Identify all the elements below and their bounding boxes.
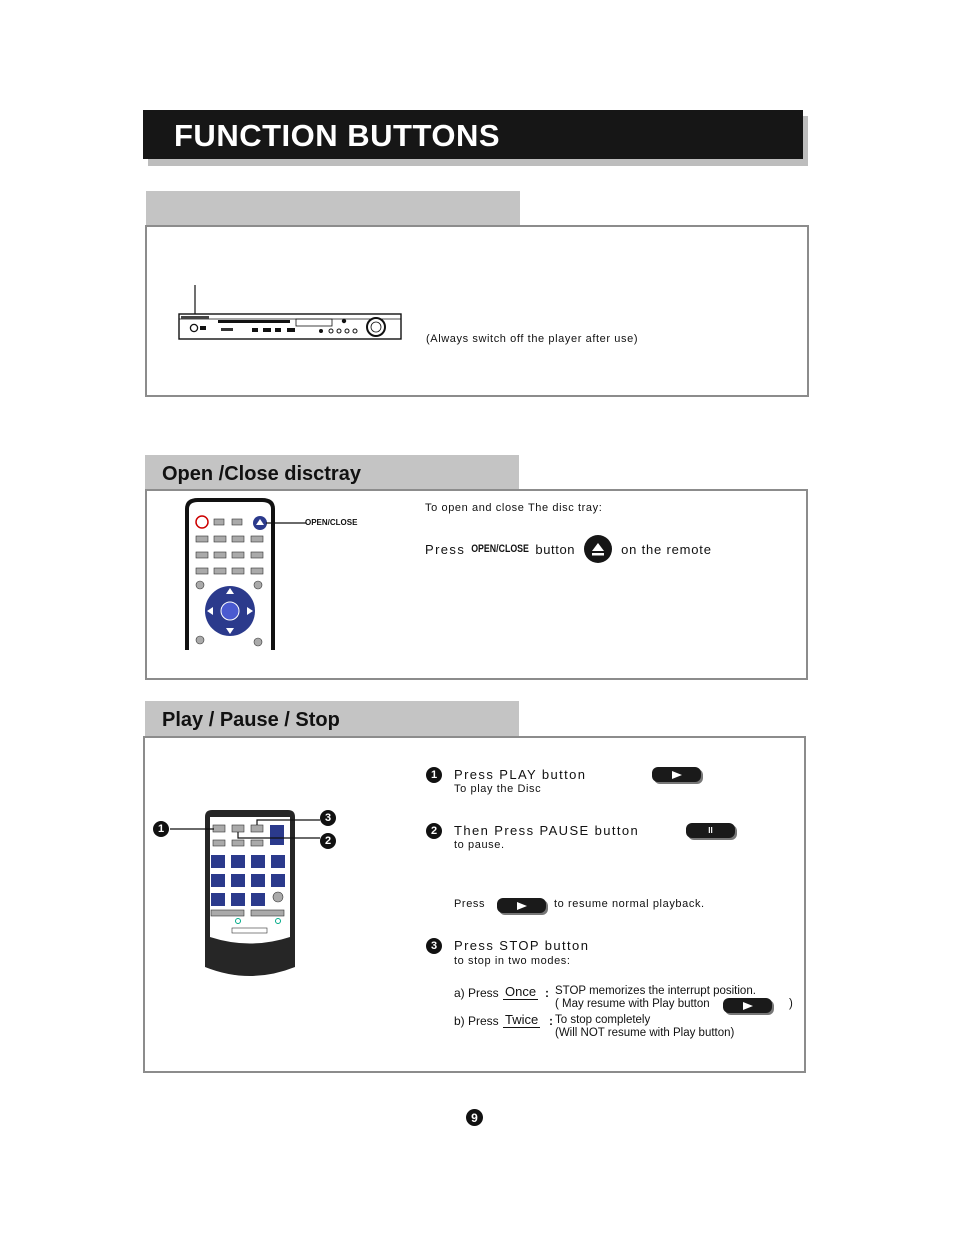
play-button-icon xyxy=(652,767,701,782)
mode-b-word: Twice xyxy=(505,1012,539,1027)
step3-number: 3 xyxy=(426,938,442,954)
step2-sub: to pause. xyxy=(454,839,505,851)
mode-a-close: ) xyxy=(789,998,793,1010)
mode-b-line1: To stop completely xyxy=(555,1014,651,1026)
step3-sub: to stop in two modes: xyxy=(454,955,571,967)
step1-number: 1 xyxy=(426,767,442,783)
open-button-word: button xyxy=(535,541,576,557)
section-play-tab xyxy=(145,701,519,737)
step1-sub: To play the Disc xyxy=(454,783,542,795)
open-close-callout-line xyxy=(266,518,306,528)
open-press-word: Press xyxy=(425,541,466,557)
open-close-callout-label: OPEN/CLOSE xyxy=(305,518,358,527)
power-button-icon xyxy=(190,324,197,331)
page-title: FUNCTION BUTTONS xyxy=(174,118,501,153)
mode-b-prefix: b) Press xyxy=(454,1014,499,1028)
remote-marker-2: 2 xyxy=(320,833,336,849)
mode-a-word: Once xyxy=(505,984,537,999)
page-number: 9 xyxy=(466,1109,483,1126)
pause-button-icon: II xyxy=(686,823,735,838)
mode-a-prefix: a) Press xyxy=(454,986,499,1000)
eject-button-icon xyxy=(584,535,612,563)
mode-b-line2: (Will NOT resume with Play button) xyxy=(555,1027,735,1039)
open-intro-text: To open and close The disc tray: xyxy=(425,502,603,514)
step1-title: Press PLAY button xyxy=(454,767,587,782)
mode-a-line2: ( May resume with Play button xyxy=(555,998,710,1010)
remote-marker-3: 3 xyxy=(320,810,336,826)
resume-text: to resume normal playback. xyxy=(554,898,705,910)
open-close-button-name: OPEN/CLOSE xyxy=(471,543,530,555)
section-play-tab-label: Play / Pause / Stop xyxy=(162,709,340,731)
resume-play-button-icon xyxy=(497,898,546,913)
dvd-player-front-illustration xyxy=(176,284,406,344)
mode-a-colon: : xyxy=(545,986,549,1000)
mode-a-line1: STOP memorizes the interrupt position. xyxy=(555,985,756,997)
step2-number: 2 xyxy=(426,823,442,839)
section-open-tab-label: Open /Close disctray xyxy=(162,463,361,485)
section-open-tab xyxy=(145,455,519,491)
step3-title: Press STOP button xyxy=(454,938,590,953)
mode-b-colon: : xyxy=(549,1014,553,1028)
mode-a-play-button-icon xyxy=(723,998,772,1013)
power-note: (Always switch off the player after use) xyxy=(426,333,639,345)
remote-bottom-illustration xyxy=(150,805,350,985)
remote-marker-1: 1 xyxy=(153,821,169,837)
resume-press: Press xyxy=(454,898,486,910)
open-instruction-row xyxy=(425,534,712,564)
open-suffix: on the remote xyxy=(621,541,712,557)
step2-title: Then Press PAUSE button xyxy=(454,823,640,838)
section-power-tab xyxy=(146,191,520,227)
